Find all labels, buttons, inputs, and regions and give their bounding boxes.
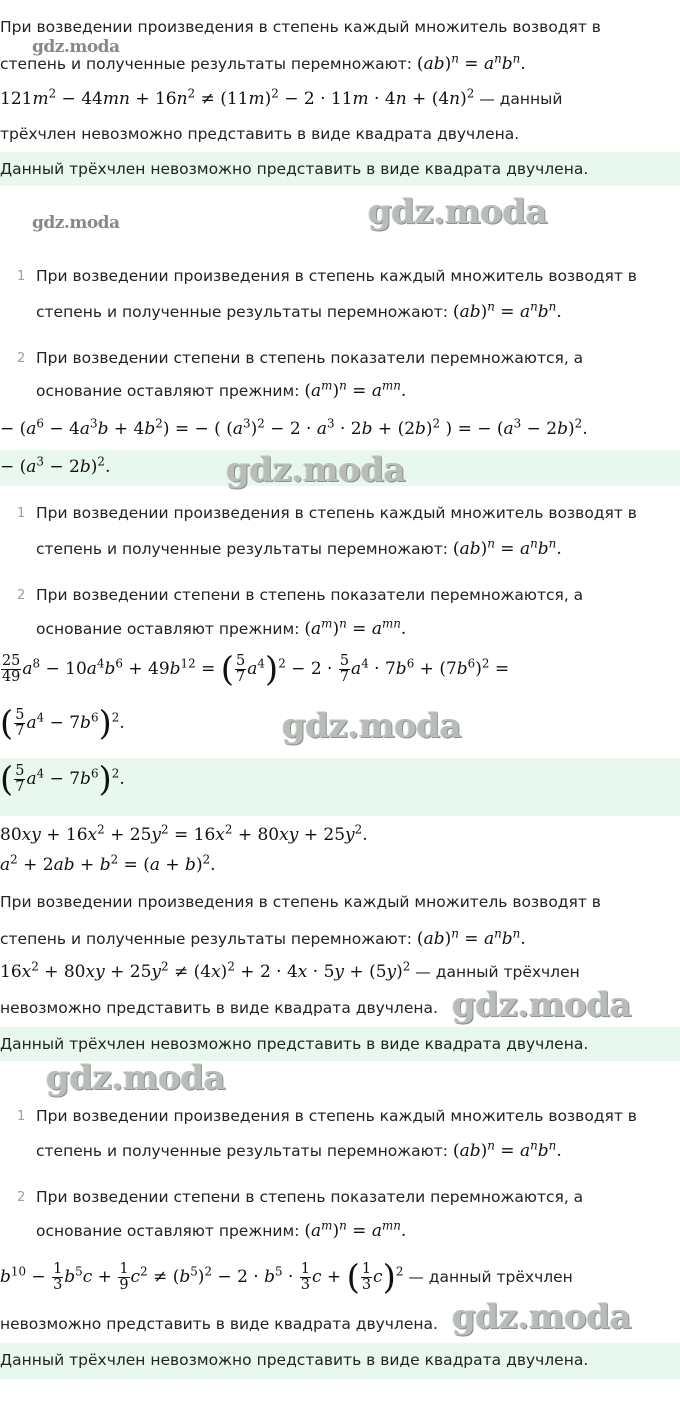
solution-formula: − $(a^6 - 4a^3b + 4b^2)$ = − ( $(a^3)^2 - 2 \cdot a^3 \cdot 2b + (2b)^2$ ) = − $(a^3 - 2b)^2$.: [0, 416, 588, 439]
rule-product-line: [0, 53, 526, 75]
rule-product-text: При возведении произведения в степень каждый множитель возводят в: [36, 504, 637, 522]
rule-product-line: [36, 538, 562, 560]
answer-text: Данный трёхчлен невозможно представить в виде квадрата двучлена.: [0, 1035, 589, 1053]
formula-power-power: $(a^m)^n = a^{mn}$.: [304, 616, 407, 639]
rule-product-line: [36, 1140, 562, 1162]
rule-power-text: При возведении степени в степень показатели перемножаются, а: [36, 586, 584, 604]
step-number: 2: [17, 588, 26, 603]
solution-formula-cont: ( $\frac{5}{7}$ $a^4 - 7b^6)^2$.: [0, 703, 125, 744]
not-square-tail: невозможно представить в виде квадрата двучлена.: [0, 999, 438, 1017]
solution-line: [0, 88, 562, 110]
rule-product-text: При возведении произведения в степень каждый множитель возводят в: [36, 267, 637, 285]
formula-product-power: $(ab)^n = a^nb^n$.: [452, 1138, 562, 1161]
rule-product-text-2: степень и полученные результаты перемножают:: [36, 1142, 448, 1160]
formula-power-power: $(a^m)^n = a^{mn}$.: [304, 1218, 407, 1241]
rule-product-text-2: степень и полученные результаты перемножают:: [0, 930, 412, 948]
watermark: gdz.moda: [32, 213, 120, 233]
rule-power-line: [36, 380, 406, 402]
answer-text: Данный трёхчлен невозможно представить в виде квадрата двучлена.: [0, 160, 589, 178]
rule-power-line: [36, 618, 406, 640]
answer-text: Данный трёхчлен невозможно представить в виде квадрата двучлена.: [0, 1351, 589, 1369]
rule-product-text: При возведении произведения в степень каждый множитель возводят в: [36, 1107, 637, 1125]
formula-product-power: $(ab)^n = a^nb^n$.: [416, 51, 526, 74]
not-square-text: — данный трёхчлен: [408, 1268, 573, 1287]
square-sum-formula: $a^2 + 2ab + b^2 = (a + b)^2$.: [0, 852, 216, 875]
rule-power-line: [36, 1220, 406, 1242]
solution-formula: $16x^2 + 80xy + 25y^2 \ne (4x)^2 + 2 \cdot 4x \cdot 5y + (5y)^2$: [0, 959, 411, 982]
not-square-text: — данный: [479, 90, 563, 108]
solution-line: [0, 1257, 573, 1298]
rule-product-line: [36, 301, 562, 323]
not-square-text: — данный трёхчлен: [415, 963, 580, 981]
watermark: gdz.moda: [452, 1297, 632, 1337]
solution-formula: $121m^2 - 44mn + 16n^2 \ne (11m)^2 - 2 \cdot 11m \cdot 4n + (4n)^2$: [0, 86, 475, 109]
watermark: gdz.moda: [452, 985, 632, 1025]
rule-product-text-2: степень и полученные результаты перемножают:: [36, 540, 448, 558]
solution-line: [0, 961, 580, 983]
formula-product-power: $(ab)^n = a^nb^n$.: [416, 926, 526, 949]
not-square-tail: невозможно представить в виде квадрата двучлена.: [0, 1315, 438, 1333]
formula-power-power: $(a^m)^n = a^{mn}$.: [304, 378, 407, 401]
step-number: 1: [17, 506, 26, 521]
rule-product-text-2: степень и полученные результаты перемножают:: [36, 303, 448, 321]
step-number: 2: [17, 1190, 26, 1205]
watermark: gdz.moda: [226, 450, 406, 490]
watermark: gdz.moda: [46, 1058, 226, 1098]
watermark: gdz.moda: [368, 192, 548, 232]
rule-power-text: При возведении степени в степень показатели перемножаются, а: [36, 349, 584, 367]
watermark: gdz.moda: [32, 37, 120, 57]
rule-power-text: При возведении степени в степень показатели перемножаются, а: [36, 1188, 584, 1206]
answer-formula: − $(a^3 - 2b)^2$.: [0, 454, 111, 477]
solution-formula: $80xy + 16x^2 + 25y^2 = 16x^2 + 80xy + 25y^2$.: [0, 822, 368, 845]
rule-product-text: При возведении произведения в степень каждый множитель возводят в: [0, 893, 601, 911]
step-number: 2: [17, 351, 26, 366]
not-square-tail: трёхчлен невозможно представить в виде квадрата двучлена.: [0, 125, 520, 143]
watermark: gdz.moda: [282, 706, 462, 746]
rule-product-line: [0, 928, 526, 950]
rule-product-text-2: степень и полученные результаты перемножают:: [0, 55, 412, 73]
rule-power-text-2: основание оставляют прежним:: [36, 1222, 300, 1240]
rule-product-text: При возведении произведения в степень каждый множитель возводят в: [0, 18, 601, 36]
solution-formula: $\frac{25}{49}$ $a^8 - 10a^4b^6 + 49b^{12}$ = ( $\frac{5}{7}$ $a^4)^2 - 2$ · $\frac{5}{7}$ $a^4 \cdot 7b^6 + (7b^6)^2$ =: [2, 649, 510, 690]
solution-formula: $b^{10}$ − $\frac{1}{3}$ $b^5c$ + $\frac{1}{9}$ $c^2 \ne (b^5)^2 - 2 \cdot b^5$ · $\frac{1}{3}$ c + ( $\frac{1}{3}$ c)$^2$: [0, 1257, 404, 1298]
step-number: 1: [17, 1109, 26, 1124]
formula-product-power: $(ab)^n = a^nb^n$.: [452, 536, 562, 559]
step-number: 1: [17, 269, 26, 284]
rule-power-text-2: основание оставляют прежним:: [36, 382, 300, 400]
answer-formula: ( $\frac{5}{7}$ $a^4 - 7b^6)^2$.: [0, 759, 125, 800]
rule-power-text-2: основание оставляют прежним:: [36, 620, 300, 638]
formula-product-power: $(ab)^n = a^nb^n$.: [452, 299, 562, 322]
